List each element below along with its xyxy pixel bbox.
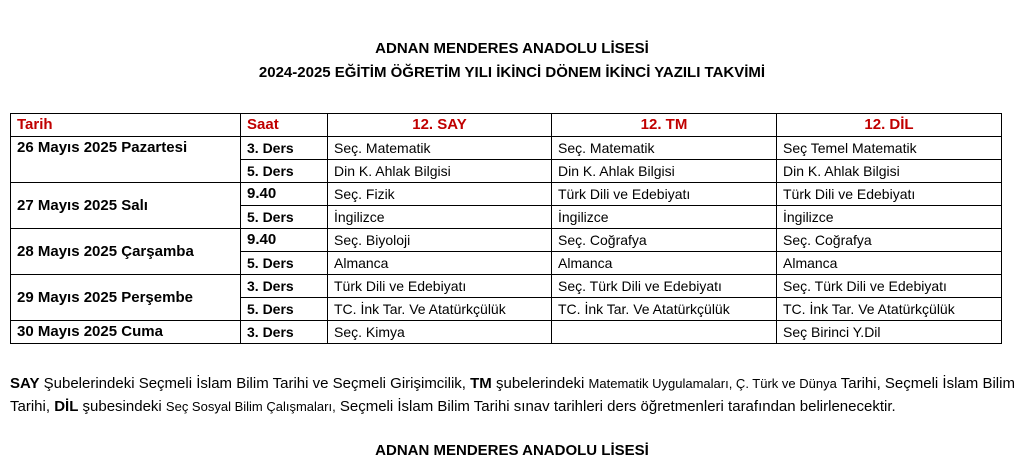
exam-cell: İngilizce <box>328 206 552 229</box>
exam-cell: Seç. Coğrafya <box>552 229 777 252</box>
note-text: Şubelerindeki Seçmeli İslam Bilim Tarihi ve Seçmeli Girişimcilik, <box>39 375 471 392</box>
exam-cell: Seç. Matematik <box>552 137 777 160</box>
exam-cell: Seç. Türk Dili ve Edebiyatı <box>552 275 777 298</box>
exam-cell: Seç Temel Matematik <box>777 137 1002 160</box>
exam-cell: TC. İnk Tar. Ve Atatürkçülük <box>328 298 552 321</box>
date-cell: 30 Mayıs 2025 Cuma <box>11 321 241 344</box>
date-cell: 27 Mayıs 2025 Salı <box>11 183 241 229</box>
date-cell: 29 Mayıs 2025 Perşembe <box>11 275 241 321</box>
time-cell: 5. Ders <box>241 298 328 321</box>
exam-cell: İngilizce <box>552 206 777 229</box>
exam-cell: TC. İnk Tar. Ve Atatürkçülük <box>777 298 1002 321</box>
note-text-small: Seç Sosyal Bilim Çalışmaları, <box>165 399 336 414</box>
exam-schedule-table <box>10 113 1002 344</box>
calendar-title: 2024-2025 EĞİTİM ÖĞRETİM YILI İKİNCİ DÖNEM İKİNCİ YAZILI TAKVİMİ <box>258 64 766 81</box>
note-text: Seçmeli İslam Bilim Tarihi sınav tarihleri ders öğretmenleri tarafından belirlenecektir. <box>335 398 896 415</box>
note-text: şubelerindeki <box>491 375 589 392</box>
time-cell: 9.40 <box>241 183 328 206</box>
exam-cell: Seç. Türk Dili ve Edebiyatı <box>777 275 1002 298</box>
exam-cell: Din K. Ahlak Bilgisi <box>777 160 1002 183</box>
exam-cell: Türk Dili ve Edebiyatı <box>328 275 552 298</box>
exam-cell: Türk Dili ve Edebiyatı <box>552 183 777 206</box>
header-12-tm: 12. TM <box>552 114 777 137</box>
note-say: SAY <box>10 375 40 392</box>
time-cell: 5. Ders <box>241 252 328 275</box>
exam-cell: Almanca <box>328 252 552 275</box>
exam-cell: Almanca <box>777 252 1002 275</box>
header-12-dil: 12. DİL <box>777 114 1002 137</box>
exam-cell: İngilizce <box>777 206 1002 229</box>
note-dil: DİL <box>54 398 79 415</box>
exam-cell: Din K. Ahlak Bilgisi <box>552 160 777 183</box>
header-time: Saat <box>241 114 328 137</box>
exam-cell: Seç. Coğrafya <box>777 229 1002 252</box>
table-row <box>11 229 1002 252</box>
table-row <box>11 275 1002 298</box>
note-text: şubesindeki <box>78 398 166 415</box>
time-cell: 9.40 <box>241 229 328 252</box>
exam-cell: Seç. Kimya <box>328 321 552 344</box>
exam-cell: Almanca <box>552 252 777 275</box>
table-row <box>11 183 1002 206</box>
exam-cell: Seç Birinci Y.Dil <box>777 321 1002 344</box>
exam-cell: Seç. Biyoloji <box>328 229 552 252</box>
time-cell: 3. Ders <box>241 137 328 160</box>
school-title: ADNAN MENDERES ANADOLU LİSESİ <box>375 40 649 57</box>
exam-cell: Seç. Fizik <box>328 183 552 206</box>
note-tm: TM <box>470 375 492 392</box>
note-text: Tarihi, Seçmeli İslam Bilim Tarihi, <box>10 375 1015 415</box>
table-row <box>11 137 1002 160</box>
exam-cell: Türk Dili ve Edebiyatı <box>777 183 1002 206</box>
header-row <box>11 114 1002 137</box>
exam-cell: TC. İnk Tar. Ve Atatürkçülük <box>552 298 777 321</box>
time-cell: 3. Ders <box>241 275 328 298</box>
exam-cell <box>552 321 777 344</box>
table-row <box>11 321 1002 344</box>
date-cell: 26 Mayıs 2025 Pazartesi <box>11 137 241 183</box>
time-cell: 5. Ders <box>241 160 328 183</box>
note-text-small: Matematik Uygulamaları, Ç. Türk ve Dünya <box>588 376 837 391</box>
exam-cell: Seç. Matematik <box>328 137 552 160</box>
cut-off-footer-title: ADNAN MENDERES ANADOLU LİSESİ <box>375 442 649 459</box>
exam-cell: Din K. Ahlak Bilgisi <box>328 160 552 183</box>
time-cell: 3. Ders <box>241 321 328 344</box>
time-cell: 5. Ders <box>241 206 328 229</box>
exam-note <box>10 372 1020 418</box>
date-cell: 28 Mayıs 2025 Çarşamba <box>11 229 241 275</box>
header-12-say: 12. SAY <box>328 114 552 137</box>
header-date: Tarih <box>11 114 241 137</box>
